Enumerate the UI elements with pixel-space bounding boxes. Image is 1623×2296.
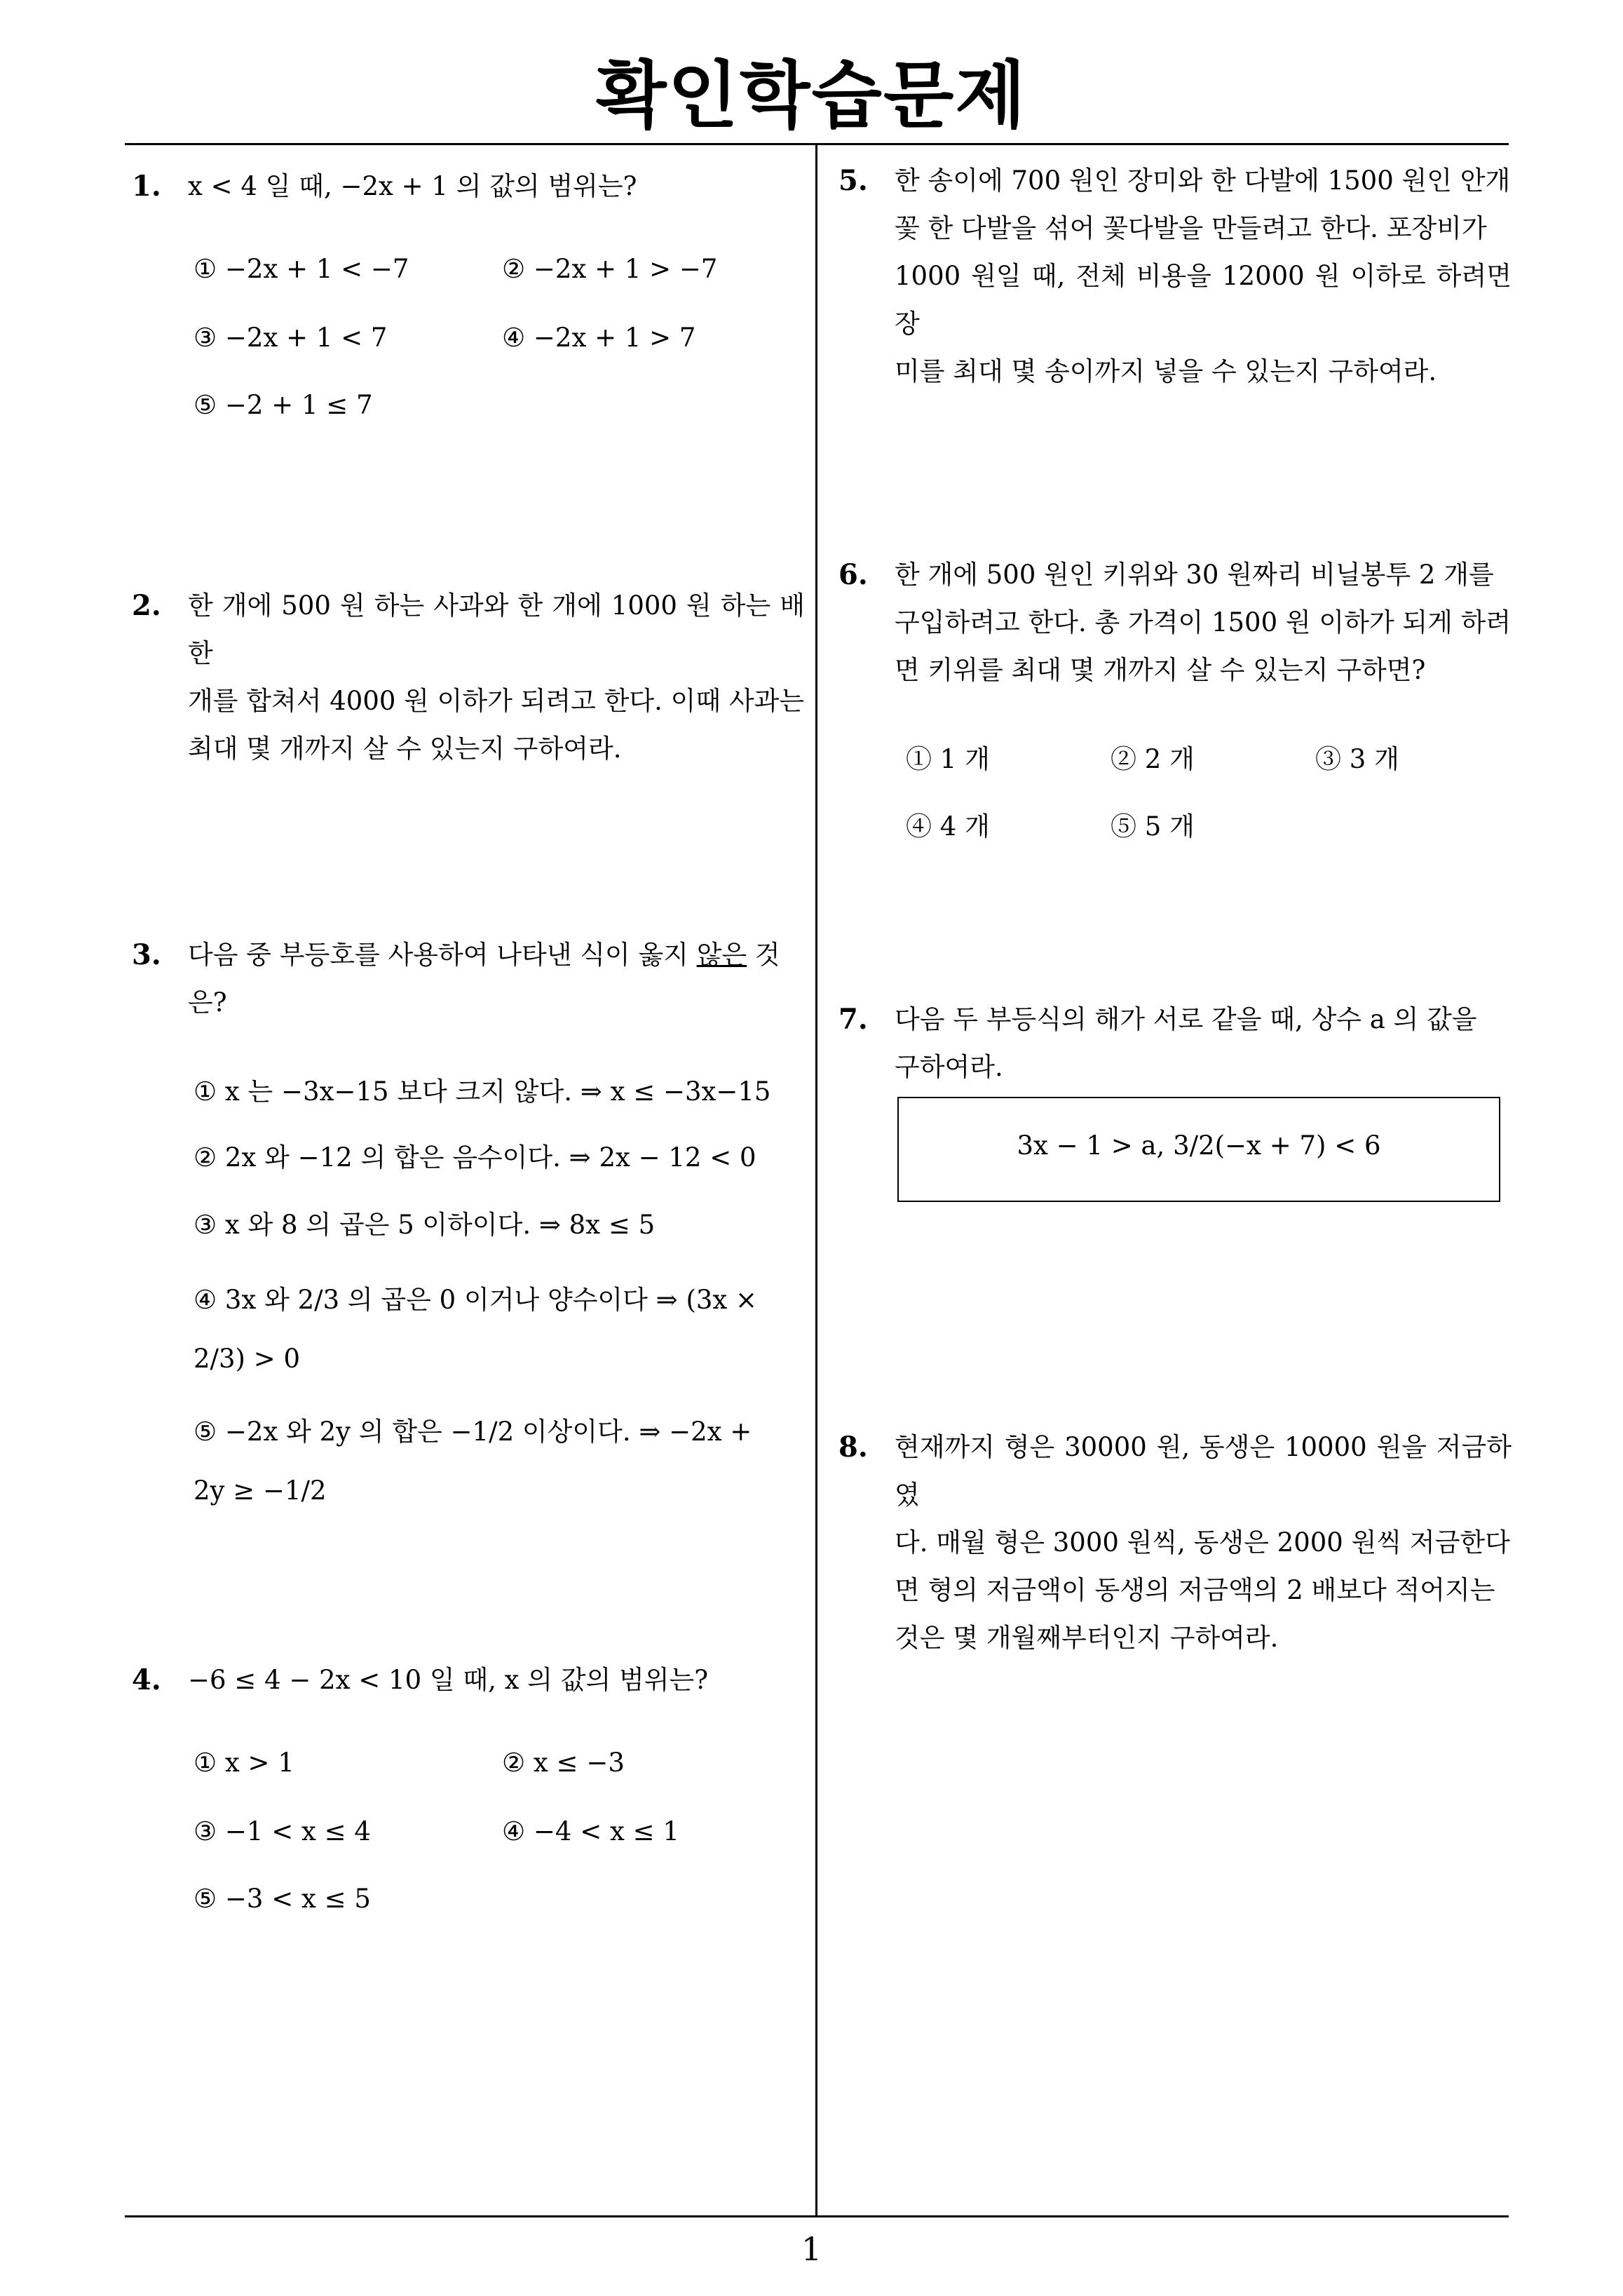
question-line: 한 개에 500 원인 키위와 30 원짜리 비닐봉투 2 개를 <box>895 560 1494 590</box>
inequality-system: 3x − 1 > a, 3/2(−x + 7) < 6 <box>1017 1130 1381 1161</box>
choice-1-1: ① −2x + 1 < −7 <box>193 254 409 284</box>
choice-3-2: ② 2x 와 −12 의 합은 음수이다. ⇒ 2x − 12 < 0 <box>193 1142 756 1173</box>
choice-6-1: ① 1 개 <box>906 744 990 774</box>
underlined-word: 않은 <box>696 940 747 970</box>
choice-1-3: ③ −2x + 1 < 7 <box>193 323 388 353</box>
choice-6-4: ④ 4 개 <box>906 811 990 842</box>
choice-6-5: ⑤ 5 개 <box>1111 811 1195 842</box>
choice-4-3: ③ −1 < x ≤ 4 <box>193 1816 371 1846</box>
column-divider <box>815 144 817 2215</box>
choice-4-2: ② x ≤ −3 <box>502 1748 625 1778</box>
question-number: 6. <box>838 558 868 591</box>
choice-4-5: ⑤ −3 < x ≤ 5 <box>193 1884 371 1914</box>
question-line: 것은 몇 개월째부터인지 구하여라. <box>895 1623 1279 1653</box>
choice-3-4: ④ 3x 와 2/3 의 곱은 0 이거나 양수이다 ⇒ (3x × 2/3) > 0 <box>193 1285 758 1374</box>
question-text: 것 <box>747 940 780 970</box>
inequality-box <box>897 1097 1500 1202</box>
bottom-rule <box>125 2215 1509 2217</box>
choice-1-2: ② −2x + 1 > −7 <box>502 254 718 284</box>
question-line: 면 형의 저금액이 동생의 저금액의 2 배보다 적어지는 <box>895 1575 1495 1605</box>
choice-6-3: ③ 3 개 <box>1315 744 1399 774</box>
question-line: 구입하려고 한다. 총 가격이 1500 원 이하가 되게 하려 <box>895 607 1512 637</box>
question-line: 다음 두 부등식의 해가 서로 같을 때, 상수 a 의 값을 <box>895 1004 1477 1034</box>
question-line: 현재까지 형은 30000 원, 동생은 10000 원을 저금하였 <box>895 1432 1512 1510</box>
question-line: 한 송이에 700 원인 장미와 한 다발에 1500 원인 안개 <box>895 166 1511 196</box>
question-number: 4. <box>132 1663 161 1696</box>
choice-1-4: ④ −2x + 1 > 7 <box>502 323 696 353</box>
choice-6-2: ② 2 개 <box>1111 744 1195 774</box>
question-line: 미를 최대 몇 송이까지 넣을 수 있는지 구하여라. <box>895 356 1437 386</box>
question-line: 한 개에 500 원 하는 사과와 한 개에 1000 원 하는 배 한 <box>188 590 805 668</box>
question-line: 개를 합쳐서 4000 원 이하가 되려고 한다. 이때 사과는 <box>188 686 805 716</box>
question-line: 다. 매월 형은 3000 원씩, 동생은 2000 원씩 저금한다 <box>895 1527 1510 1558</box>
question-number: 7. <box>838 1003 868 1036</box>
question-number: 8. <box>838 1431 868 1464</box>
question-line: 은? <box>188 987 227 1018</box>
question-number: 2. <box>132 589 161 622</box>
question-line: 최대 몇 개까지 살 수 있는지 구하여라. <box>188 734 622 764</box>
choice-3-3: ③ x 와 8 의 곱은 5 이하이다. ⇒ 8x ≤ 5 <box>193 1210 656 1240</box>
question-text: −6 ≤ 4 − 2x < 10 일 때, x 의 값의 범위는? <box>188 1665 709 1695</box>
choice-4-1: ① x > 1 <box>193 1748 294 1778</box>
choice-3-1: ① x 는 −3x−15 보다 크지 않다. ⇒ x ≤ −3x−15 <box>193 1076 771 1107</box>
page-number: 1 <box>801 2230 822 2268</box>
question-text: x < 4 일 때, −2x + 1 의 값의 범위는? <box>188 171 637 201</box>
choice-4-4: ④ −4 < x ≤ 1 <box>502 1816 679 1846</box>
question-line: 면 키위를 최대 몇 개까지 살 수 있는지 구하면? <box>895 655 1426 685</box>
choice-3-5: ⑤ −2x 와 2y 의 합은 −1/2 이상이다. ⇒ −2x + 2y ≥ −1/2 <box>193 1417 752 1506</box>
question-line: 1000 원일 때, 전체 비용을 12000 원 이하로 하려면 장 <box>895 261 1512 339</box>
choice-1-5: ⑤ −2 + 1 ≤ 7 <box>193 390 373 420</box>
question-number: 5. <box>838 164 868 197</box>
page-title: 확인학습문제 <box>596 53 1027 138</box>
question-number: 3. <box>132 938 161 971</box>
question-line: 꽃 한 다발을 섞어 꽃다발을 만들려고 한다. 포장비가 <box>895 213 1487 243</box>
question-number: 1. <box>132 170 161 203</box>
question-text: 다음 중 부등호를 사용하여 나타낸 식이 옳지 <box>188 940 697 970</box>
question-line: 구하여라. <box>895 1052 1003 1082</box>
